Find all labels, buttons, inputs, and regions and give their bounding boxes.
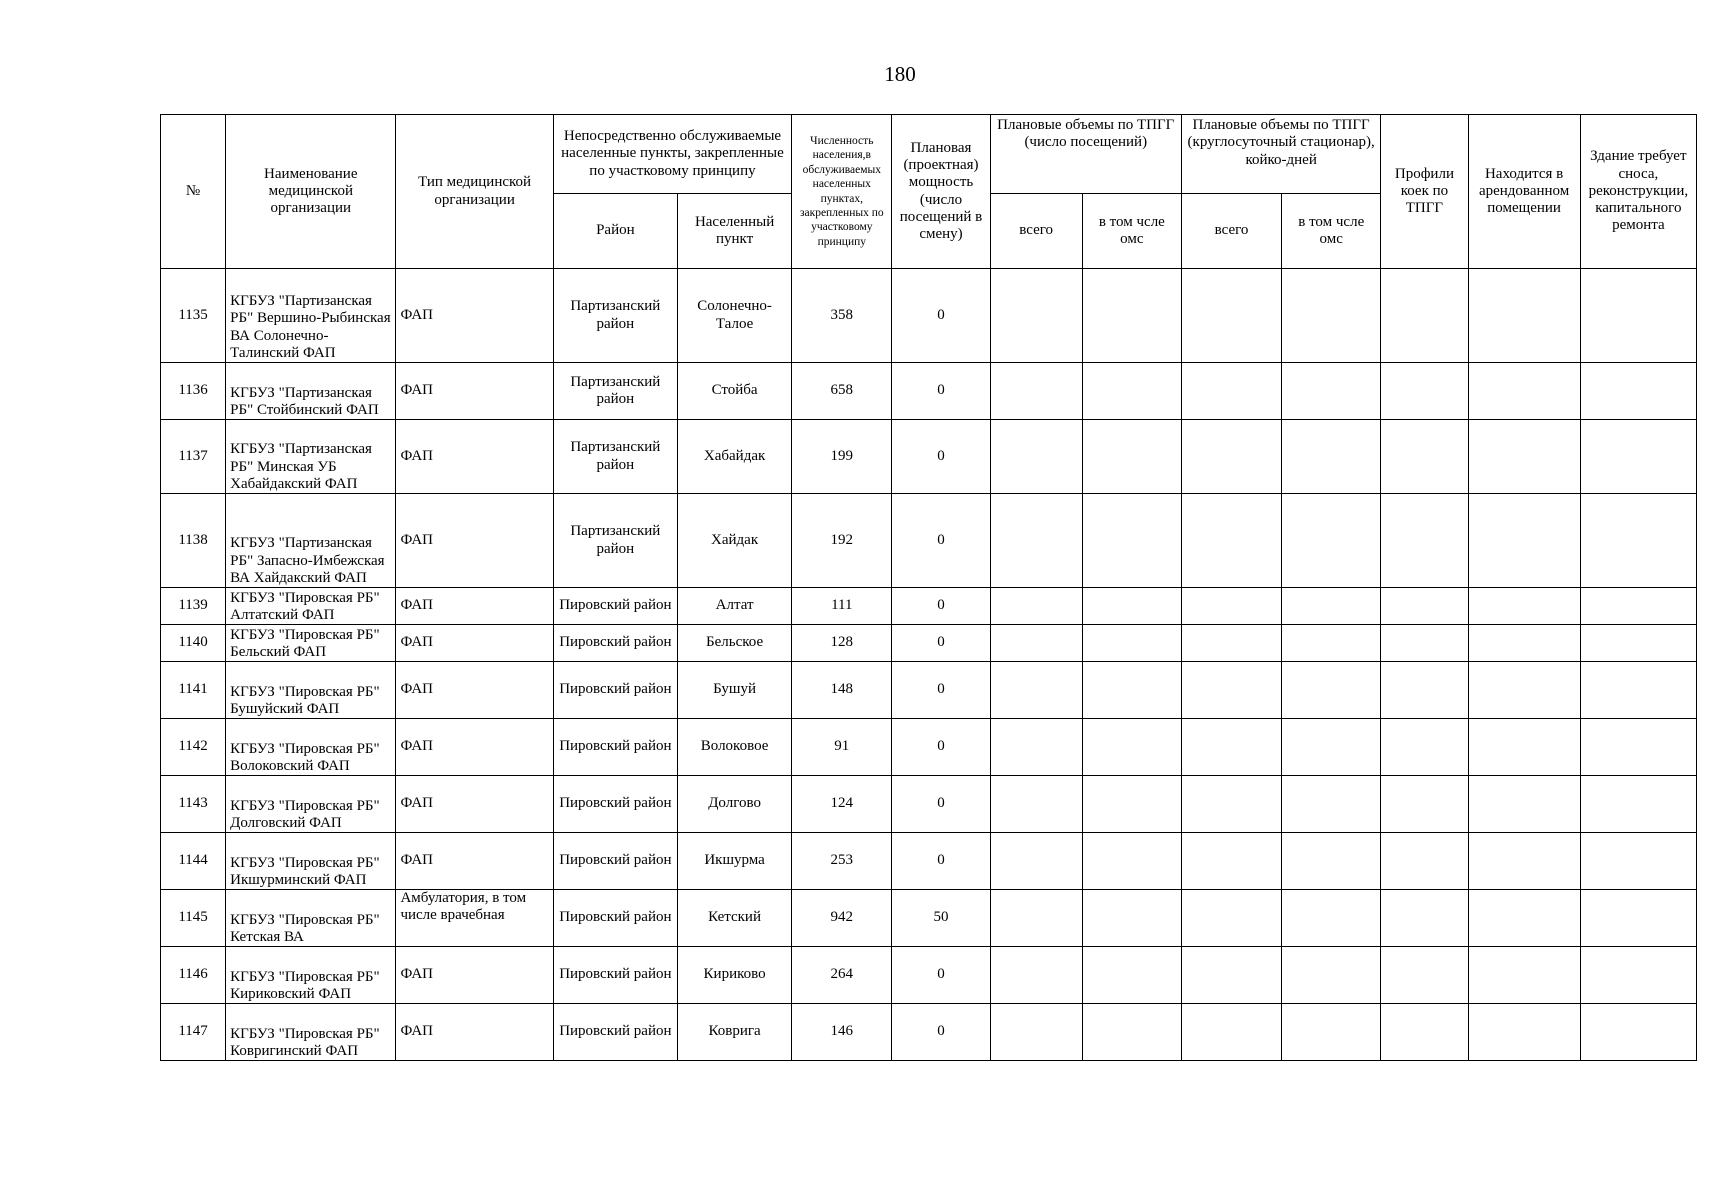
empty-cell-building	[1580, 269, 1696, 363]
table-row	[161, 625, 1697, 662]
empty-cell-beds-total	[1181, 947, 1281, 1004]
organization-name: КГБУЗ "Пировская РБ" Волоковский ФАП	[226, 719, 396, 776]
empty-cell-bed-profiles	[1381, 588, 1468, 625]
empty-cell-bed-profiles	[1381, 833, 1468, 890]
organization-name: КГБУЗ "Пировская РБ" Долговский ФАП	[226, 776, 396, 833]
empty-cell-building	[1580, 588, 1696, 625]
district: Партизанский район	[553, 363, 677, 420]
row-number: 1136	[161, 363, 226, 420]
organization-name: КГБУЗ "Партизанская РБ" Минская УБ Хабайдакский ФАП	[226, 420, 396, 494]
capacity: 0	[892, 833, 990, 890]
empty-cell-beds-oms	[1282, 719, 1381, 776]
empty-cell-building	[1580, 776, 1696, 833]
organization-type: Амбулатория, в том числе врачебная	[396, 890, 553, 947]
organization-type: ФАП	[396, 363, 553, 420]
row-number: 1141	[161, 662, 226, 719]
table-row	[161, 269, 1697, 363]
empty-cell-visits-total	[990, 890, 1082, 947]
empty-cell-visits-total	[990, 662, 1082, 719]
empty-cell-visits-oms	[1082, 833, 1181, 890]
population: 199	[792, 420, 892, 494]
empty-cell-bed-profiles	[1381, 662, 1468, 719]
empty-cell-visits-oms	[1082, 588, 1181, 625]
row-number: 1139	[161, 588, 226, 625]
population: 942	[792, 890, 892, 947]
district: Пировский район	[553, 890, 677, 947]
settlement: Кетский	[677, 890, 791, 947]
capacity: 0	[892, 719, 990, 776]
header-visits-total: всего	[990, 194, 1082, 269]
settlement: Икшурма	[677, 833, 791, 890]
settlement: Кириково	[677, 947, 791, 1004]
organization-name: КГБУЗ "Партизанская РБ" Стойбинский ФАП	[226, 363, 396, 420]
organization-type: ФАП	[396, 494, 553, 588]
row-number: 1135	[161, 269, 226, 363]
header-beds-total: всего	[1181, 194, 1281, 269]
empty-cell-beds-total	[1181, 719, 1281, 776]
population: 111	[792, 588, 892, 625]
empty-cell-visits-oms	[1082, 1004, 1181, 1061]
district: Партизанский район	[553, 420, 677, 494]
row-number: 1142	[161, 719, 226, 776]
empty-cell-visits-oms	[1082, 947, 1181, 1004]
empty-cell-bed-profiles	[1381, 776, 1468, 833]
empty-cell-beds-total	[1181, 588, 1281, 625]
organization-type: ФАП	[396, 1004, 553, 1061]
district: Пировский район	[553, 947, 677, 1004]
capacity: 0	[892, 1004, 990, 1061]
district: Пировский район	[553, 1004, 677, 1061]
empty-cell-building	[1580, 494, 1696, 588]
empty-cell-building	[1580, 947, 1696, 1004]
header-name: Наименование медицинской организации	[226, 115, 396, 269]
capacity: 0	[892, 776, 990, 833]
settlement: Стойба	[677, 363, 791, 420]
empty-cell-visits-total	[990, 269, 1082, 363]
empty-cell-building	[1580, 625, 1696, 662]
header-rented: Находится в арендованном помещении	[1468, 115, 1580, 269]
organization-name: КГБУЗ "Пировская РБ" Ковригинский ФАП	[226, 1004, 396, 1061]
row-number: 1143	[161, 776, 226, 833]
empty-cell-beds-oms	[1282, 588, 1381, 625]
population: 91	[792, 719, 892, 776]
empty-cell-visits-oms	[1082, 363, 1181, 420]
settlement: Хайдак	[677, 494, 791, 588]
empty-cell-visits-total	[990, 776, 1082, 833]
capacity: 0	[892, 363, 990, 420]
table-row	[161, 833, 1697, 890]
empty-cell-building	[1580, 719, 1696, 776]
empty-cell-beds-total	[1181, 269, 1281, 363]
empty-cell-visits-total	[990, 494, 1082, 588]
empty-cell-visits-total	[990, 719, 1082, 776]
empty-cell-rented	[1468, 776, 1580, 833]
district: Партизанский район	[553, 269, 677, 363]
empty-cell-visits-total	[990, 363, 1082, 420]
empty-cell-rented	[1468, 662, 1580, 719]
row-number: 1137	[161, 420, 226, 494]
empty-cell-beds-oms	[1282, 833, 1381, 890]
empty-cell-rented	[1468, 363, 1580, 420]
empty-cell-building	[1580, 662, 1696, 719]
medical-organizations-table	[160, 114, 1697, 1061]
header-bed-profiles: Профили коек по ТПГГ	[1381, 115, 1468, 269]
empty-cell-beds-total	[1181, 494, 1281, 588]
district: Партизанский район	[553, 494, 677, 588]
empty-cell-visits-total	[990, 588, 1082, 625]
header-tpgg-beds: Плановые объемы по ТПГГ (круглосуточный стационар), койко-дней	[1181, 115, 1380, 194]
population: 146	[792, 1004, 892, 1061]
table-row	[161, 588, 1697, 625]
organization-name: КГБУЗ "Пировская РБ" Кириковский ФАП	[226, 947, 396, 1004]
table-row	[161, 890, 1697, 947]
header-tpgg-visits: Плановые объемы по ТПГГ (число посещений)	[990, 115, 1181, 194]
empty-cell-visits-total	[990, 1004, 1082, 1061]
empty-cell-visits-oms	[1082, 719, 1181, 776]
header-district: Район	[553, 194, 677, 269]
empty-cell-rented	[1468, 625, 1580, 662]
organization-type: ФАП	[396, 833, 553, 890]
empty-cell-rented	[1468, 890, 1580, 947]
table-row	[161, 776, 1697, 833]
row-number: 1146	[161, 947, 226, 1004]
organization-name: КГБУЗ "Пировская РБ" Кетская ВА	[226, 890, 396, 947]
header-settlement: Населенный пункт	[677, 194, 791, 269]
district: Пировский район	[553, 662, 677, 719]
empty-cell-beds-oms	[1282, 363, 1381, 420]
empty-cell-visits-oms	[1082, 494, 1181, 588]
header-capacity: Плановая (проектная) мощность (число посещений в смену)	[892, 115, 990, 269]
empty-cell-visits-oms	[1082, 269, 1181, 363]
table-body	[161, 269, 1697, 1061]
capacity: 0	[892, 420, 990, 494]
header-population: Численность населения,в обслуживаемых населенных пунктах, закрепленных по участковому принципу	[792, 115, 892, 269]
row-number: 1147	[161, 1004, 226, 1061]
population: 658	[792, 363, 892, 420]
header-building: Здание требует сноса, реконструкции, капитального ремонта	[1580, 115, 1696, 269]
empty-cell-visits-oms	[1082, 420, 1181, 494]
header-num: №	[161, 115, 226, 269]
district: Пировский район	[553, 719, 677, 776]
empty-cell-bed-profiles	[1381, 269, 1468, 363]
organization-name: КГБУЗ "Пировская РБ" Икшурминский ФАП	[226, 833, 396, 890]
population: 148	[792, 662, 892, 719]
empty-cell-beds-oms	[1282, 625, 1381, 662]
empty-cell-rented	[1468, 269, 1580, 363]
capacity: 0	[892, 947, 990, 1004]
empty-cell-beds-oms	[1282, 776, 1381, 833]
empty-cell-beds-total	[1181, 420, 1281, 494]
empty-cell-rented	[1468, 719, 1580, 776]
empty-cell-bed-profiles	[1381, 494, 1468, 588]
empty-cell-bed-profiles	[1381, 625, 1468, 662]
settlement: Волоковое	[677, 719, 791, 776]
capacity: 0	[892, 662, 990, 719]
empty-cell-visits-total	[990, 625, 1082, 662]
empty-cell-rented	[1468, 947, 1580, 1004]
empty-cell-beds-total	[1181, 833, 1281, 890]
empty-cell-bed-profiles	[1381, 719, 1468, 776]
settlement: Алтат	[677, 588, 791, 625]
capacity: 0	[892, 494, 990, 588]
empty-cell-beds-total	[1181, 890, 1281, 947]
capacity: 0	[892, 588, 990, 625]
empty-cell-visits-total	[990, 947, 1082, 1004]
empty-cell-beds-total	[1181, 363, 1281, 420]
district: Пировский район	[553, 833, 677, 890]
organization-name: КГБУЗ "Партизанская РБ" Запасно-Имбежская ВА Хайдакский ФАП	[226, 494, 396, 588]
organization-type: ФАП	[396, 776, 553, 833]
organization-name: КГБУЗ "Пировская РБ" Бельский ФАП	[226, 625, 396, 662]
empty-cell-beds-total	[1181, 662, 1281, 719]
organization-type: ФАП	[396, 719, 553, 776]
population: 264	[792, 947, 892, 1004]
settlement: Коврига	[677, 1004, 791, 1061]
empty-cell-beds-total	[1181, 1004, 1281, 1061]
population: 124	[792, 776, 892, 833]
organization-name: КГБУЗ "Партизанская РБ" Вершино-Рыбинская ВА Солонечно-Талинский ФАП	[226, 269, 396, 363]
empty-cell-beds-oms	[1282, 662, 1381, 719]
table-row	[161, 1004, 1697, 1061]
settlement: Солонечно-Талое	[677, 269, 791, 363]
table-row	[161, 947, 1697, 1004]
district: Пировский район	[553, 625, 677, 662]
empty-cell-beds-oms	[1282, 494, 1381, 588]
capacity: 0	[892, 625, 990, 662]
table-row	[161, 719, 1697, 776]
header-beds-oms: в том чсле омс	[1282, 194, 1381, 269]
capacity: 0	[892, 269, 990, 363]
district: Пировский район	[553, 776, 677, 833]
empty-cell-beds-oms	[1282, 947, 1381, 1004]
empty-cell-visits-oms	[1082, 890, 1181, 947]
row-number: 1145	[161, 890, 226, 947]
empty-cell-visits-oms	[1082, 662, 1181, 719]
table-row	[161, 363, 1697, 420]
empty-cell-bed-profiles	[1381, 420, 1468, 494]
empty-cell-building	[1580, 420, 1696, 494]
empty-cell-rented	[1468, 494, 1580, 588]
empty-cell-rented	[1468, 1004, 1580, 1061]
empty-cell-beds-oms	[1282, 420, 1381, 494]
capacity: 50	[892, 890, 990, 947]
empty-cell-beds-total	[1181, 625, 1281, 662]
empty-cell-bed-profiles	[1381, 363, 1468, 420]
organization-name: КГБУЗ "Пировская РБ" Алтатский ФАП	[226, 588, 396, 625]
settlement: Бушуй	[677, 662, 791, 719]
empty-cell-visits-total	[990, 833, 1082, 890]
organization-type: ФАП	[396, 662, 553, 719]
empty-cell-bed-profiles	[1381, 947, 1468, 1004]
empty-cell-beds-oms	[1282, 269, 1381, 363]
empty-cell-bed-profiles	[1381, 1004, 1468, 1061]
settlement: Бельское	[677, 625, 791, 662]
empty-cell-building	[1580, 833, 1696, 890]
header-type: Тип медицинской организации	[396, 115, 553, 269]
empty-cell-building	[1580, 1004, 1696, 1061]
organization-type: ФАП	[396, 588, 553, 625]
empty-cell-building	[1580, 363, 1696, 420]
empty-cell-building	[1580, 890, 1696, 947]
table-row	[161, 420, 1697, 494]
empty-cell-rented	[1468, 420, 1580, 494]
table-row	[161, 494, 1697, 588]
row-number: 1140	[161, 625, 226, 662]
empty-cell-beds-oms	[1282, 890, 1381, 947]
header-served: Непосредственно обслуживаемые населенные пункты, закрепленные по участковому принципу	[553, 115, 791, 194]
row-number: 1144	[161, 833, 226, 890]
row-number: 1138	[161, 494, 226, 588]
organization-type: ФАП	[396, 947, 553, 1004]
empty-cell-beds-oms	[1282, 1004, 1381, 1061]
empty-cell-rented	[1468, 588, 1580, 625]
settlement: Долгово	[677, 776, 791, 833]
organization-type: ФАП	[396, 420, 553, 494]
settlement: Хабайдак	[677, 420, 791, 494]
organization-type: ФАП	[396, 269, 553, 363]
empty-cell-visits-total	[990, 420, 1082, 494]
population: 128	[792, 625, 892, 662]
organization-type: ФАП	[396, 625, 553, 662]
empty-cell-rented	[1468, 833, 1580, 890]
header-visits-oms: в том чсле омс	[1082, 194, 1181, 269]
empty-cell-bed-profiles	[1381, 890, 1468, 947]
population: 253	[792, 833, 892, 890]
population: 358	[792, 269, 892, 363]
organization-name: КГБУЗ "Пировская РБ" Бушуйский ФАП	[226, 662, 396, 719]
page-number: 180	[884, 62, 916, 86]
district: Пировский район	[553, 588, 677, 625]
table-row	[161, 662, 1697, 719]
population: 192	[792, 494, 892, 588]
empty-cell-visits-oms	[1082, 776, 1181, 833]
empty-cell-beds-total	[1181, 776, 1281, 833]
empty-cell-visits-oms	[1082, 625, 1181, 662]
